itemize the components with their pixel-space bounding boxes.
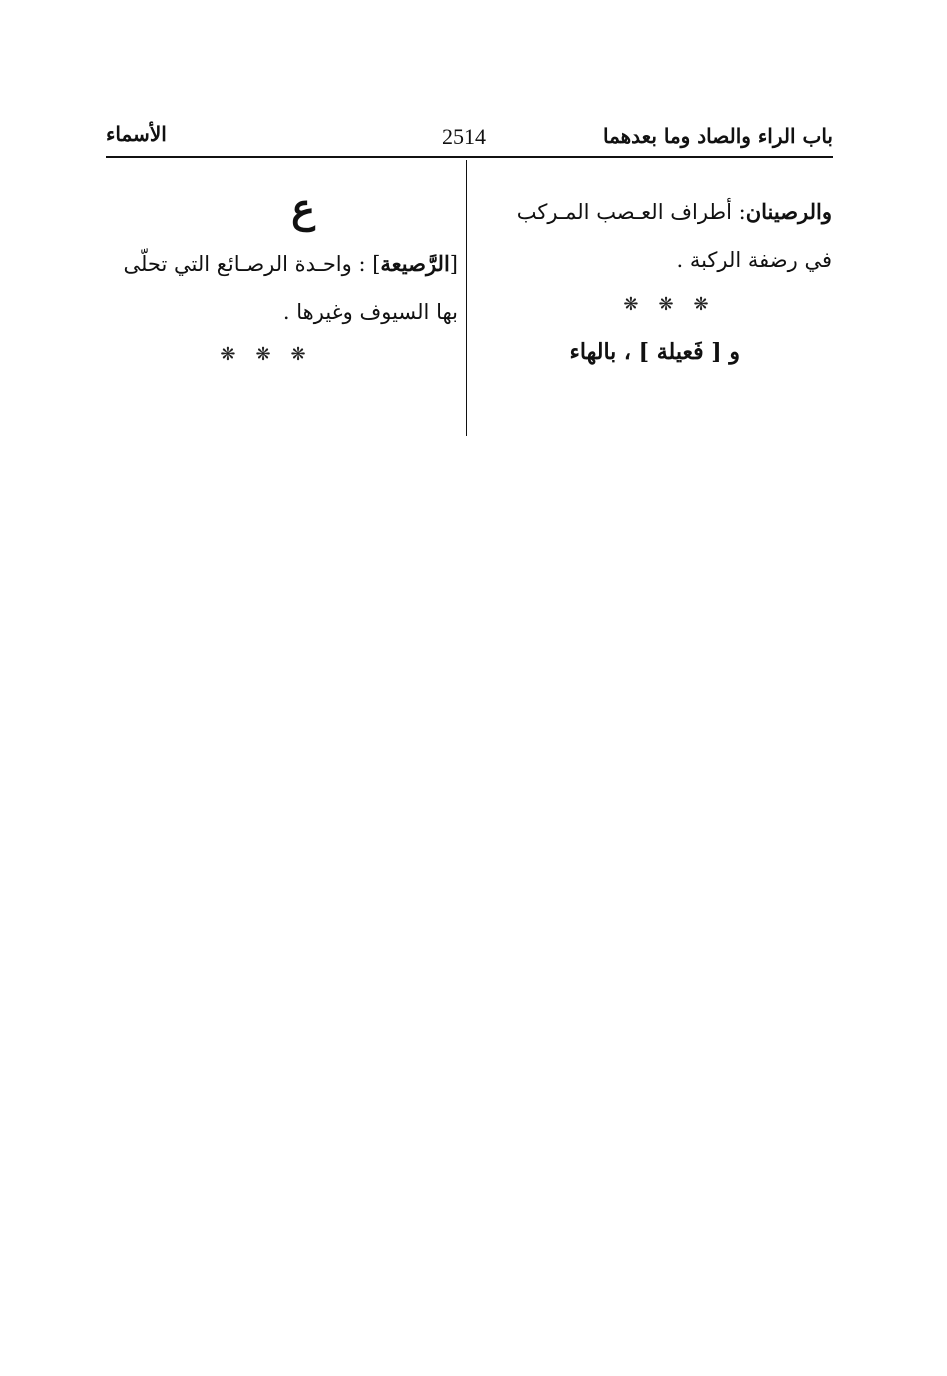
- entry-definition-line1: ] : واحـدة الرصـائع التي تحلّى: [123, 252, 381, 276]
- left-column: [108, 185, 458, 365]
- pattern-heading-suffix: ] ، بالهاء: [569, 339, 650, 365]
- section-separator-stars: [108, 344, 458, 365]
- page-number: 2514: [442, 124, 486, 149]
- column-divider: [466, 160, 467, 436]
- section-separator-stars: [480, 294, 832, 315]
- entry-definition-line1: : أطراف العـصب المـركب: [516, 200, 746, 224]
- star-ornament: ❋: [220, 344, 236, 365]
- star-ornament: ❋: [255, 344, 271, 365]
- entry-bracket-open: [: [449, 252, 458, 276]
- chapter-title: باب الراء والصاد وما بعدهما: [602, 124, 833, 148]
- entry-definition-line2: بها السيوف وغيرها .: [282, 300, 458, 324]
- pattern-heading-term: فَعيلة: [656, 339, 704, 365]
- star-ornament: ❋: [693, 294, 709, 315]
- entry-definition-line2: في رضفة الركبة .: [676, 248, 832, 272]
- right-column: [480, 188, 832, 365]
- entry-term: الرَّصيعة: [380, 251, 450, 276]
- star-ornament: ❋: [623, 294, 639, 315]
- star-ornament: ❋: [658, 294, 674, 315]
- entry-rasinan: [480, 188, 832, 284]
- header-rule: [106, 156, 833, 158]
- pattern-heading-prefix: و [: [711, 339, 740, 365]
- pattern-heading: [480, 339, 832, 365]
- page-header: [106, 118, 833, 156]
- letter-heading: ع: [291, 185, 315, 232]
- section-title: الأسماء: [106, 122, 167, 146]
- star-ornament: ❋: [290, 344, 306, 365]
- entry-rasia: [108, 240, 458, 336]
- entry-term: والرصينان: [745, 199, 832, 224]
